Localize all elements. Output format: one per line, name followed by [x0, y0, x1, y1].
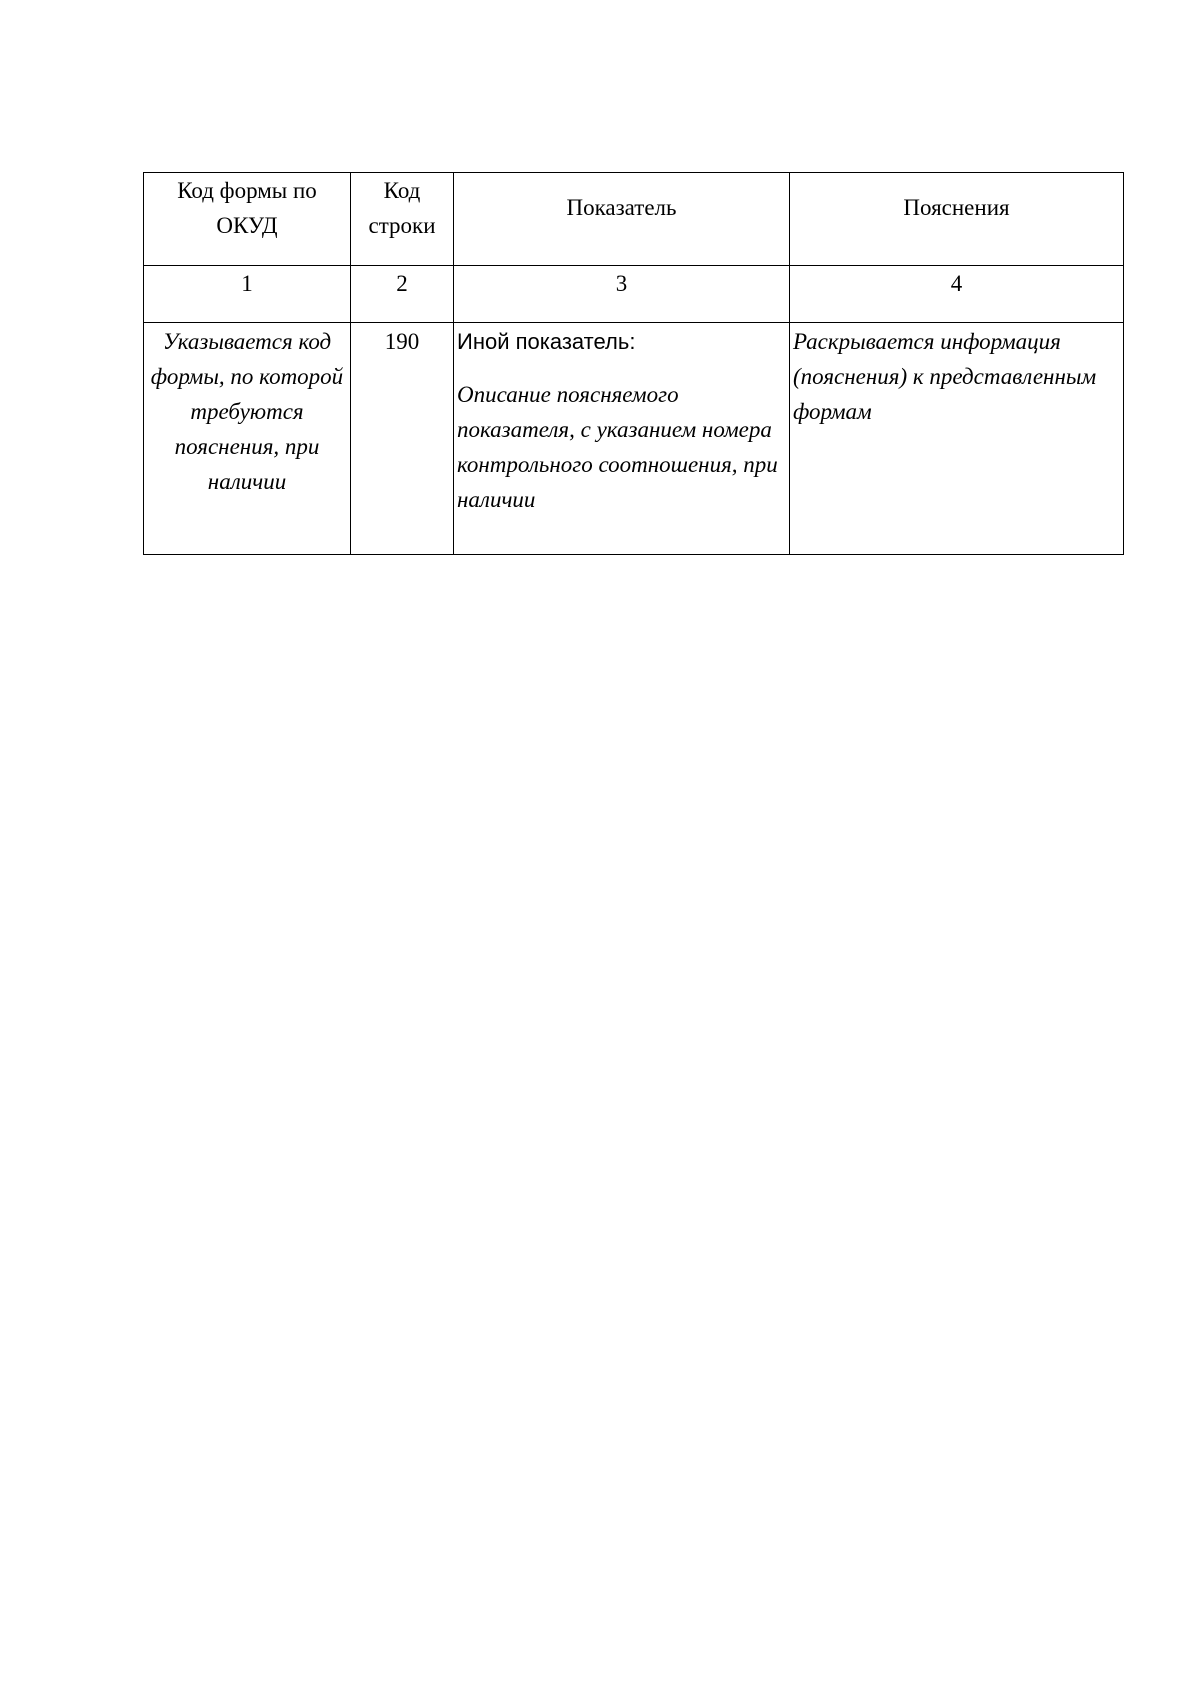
indicator-cell: [454, 323, 790, 555]
indicator-description: Описание поясняемого показателя, с указанием номера контрольного соотношения, при наличии: [457, 382, 778, 512]
header-form-code: [144, 173, 351, 266]
explanations-table: [143, 172, 1124, 555]
header-indicator-label: Показатель: [566, 195, 677, 220]
header-form-code-label: Код формы по ОКУД: [177, 178, 317, 238]
table-header-row: [144, 173, 1124, 266]
indicator-title: Иной показатель:: [457, 329, 636, 354]
line-code-cell: 190: [351, 323, 454, 555]
column-number-4: 4: [790, 266, 1124, 323]
explanation-cell: Раскрывается информация (пояснения) к представленным формам: [790, 323, 1124, 555]
header-line-code: [351, 173, 454, 266]
header-explanations-label: Пояснения: [903, 195, 1010, 220]
column-number-1: 1: [144, 266, 351, 323]
header-explanations: [790, 173, 1124, 266]
column-number-row: [144, 266, 1124, 323]
header-indicator: [454, 173, 790, 266]
column-number-3: 3: [454, 266, 790, 323]
paragraph-spacer: [457, 359, 786, 377]
header-line-code-label: Код строки: [368, 178, 436, 238]
table-row: [144, 323, 1124, 555]
form-code-cell: Указывается код формы, по которой требуются пояснения, при наличии: [144, 323, 351, 555]
column-number-2: 2: [351, 266, 454, 323]
